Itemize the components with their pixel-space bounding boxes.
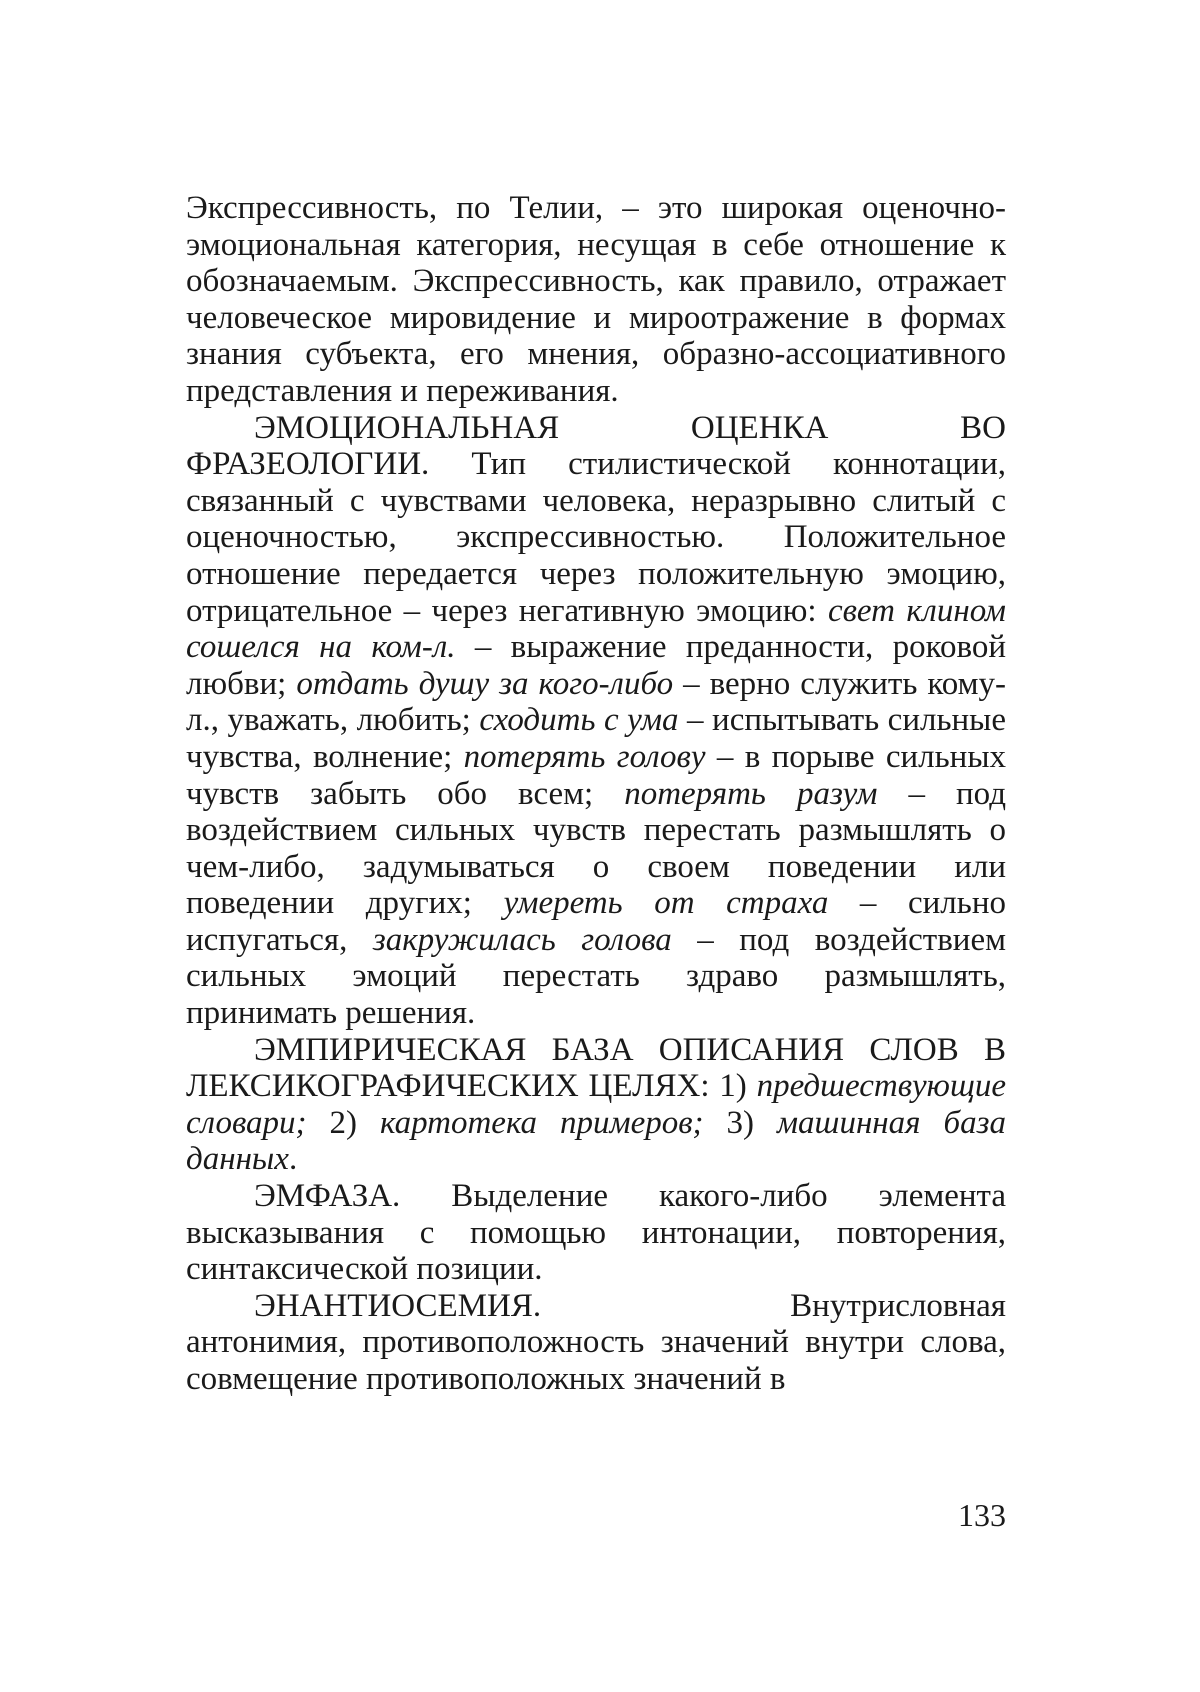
entry-term-line: ЭМОЦИОНАЛЬНАЯ ОЦЕНКА ВО xyxy=(254,409,1006,446)
example-phrase: закружилась голова xyxy=(372,921,672,958)
example-phrase: потерять голову xyxy=(463,738,706,775)
page-number: 133 xyxy=(958,1497,1006,1533)
example-phrase: потерять разум xyxy=(624,775,878,812)
page-body xyxy=(186,190,1006,1398)
paragraph-text: ЭМФАЗА. Выделение какого-либо элемента высказывания с помощью интонации, повторения, синтаксической позиции. xyxy=(186,1178,1006,1288)
example-phrase: сходить с ума xyxy=(479,702,679,739)
list-item-text: картотека примеров; xyxy=(379,1104,704,1141)
list-item-text: предшествующие словари; xyxy=(186,1068,1006,1141)
example-phrase: свет клином сошелся на ком-л. xyxy=(186,592,1006,666)
example-phrase: отдать душу за кого-либо xyxy=(296,665,674,702)
entry-term-line: ЭНАНТИОСЕМИЯ. Внутрисловная xyxy=(254,1287,1006,1324)
entry-empirical-base: ЭМПИРИЧЕСКАЯ БАЗА ОПИСАНИЯ СЛОВ В ЛЕКСИКОГРАФИЧЕСКИХ ЦЕЛЯХ: 1) предшествующие словари; 2) картотека примеров; 3) машинная база данных. xyxy=(186,1031,1006,1178)
entry-enantiosemy xyxy=(186,1288,1006,1398)
entry-emotional-evaluation: ЭМОЦИОНАЛЬНАЯ ОЦЕНКА ВО ФРАЗЕОЛОГИИ. Тип стилистической коннотации, связанный с чувствами человека, неразрывно слитый с оценочностью, экспрессивностью. Положительное отношение передается через положительную эмоцию, отрицательное – через негативную эмоцию: свет клином сошелся на ком-л. – выражение преданности, роковой любви; отдать душу за кого-либо – верно служить кому-л., уважать, любить; сходить с ума – испытывать сильные чувства, волнение; потерять голову – в порыве сильных чувств забыть обо всем; потерять разум – под воздействием сильных чувств перестать размышлять о чем-либо, задумываться о своем поведении или поведении других; умереть от страха – сильно испугаться, закружилась голова – под воздействием сильных эмоций перестать здраво размышлять, принимать решения. xyxy=(186,409,1007,1032)
entry-emphasis xyxy=(186,1178,1006,1288)
paragraph-expressiveness xyxy=(186,190,1006,410)
paragraph-text: Экспрессивность, по Телии, – это широкая оценочно-эмоциональная категория, несущая в себе отношение к обозначаемым. Экспрессивность, как правило, отражает человеческое мировидение и мироотражение в формах знания субъекта, его мнения, образно-ассоциативного представления и переживания. xyxy=(186,190,1006,409)
paragraph-text: антонимия, противоположность значений внутри слова, совмещение противоположных значений в xyxy=(186,1324,1006,1397)
list-item-text: машинная база данных xyxy=(186,1104,1006,1178)
example-phrase: умереть от страха xyxy=(503,885,829,922)
